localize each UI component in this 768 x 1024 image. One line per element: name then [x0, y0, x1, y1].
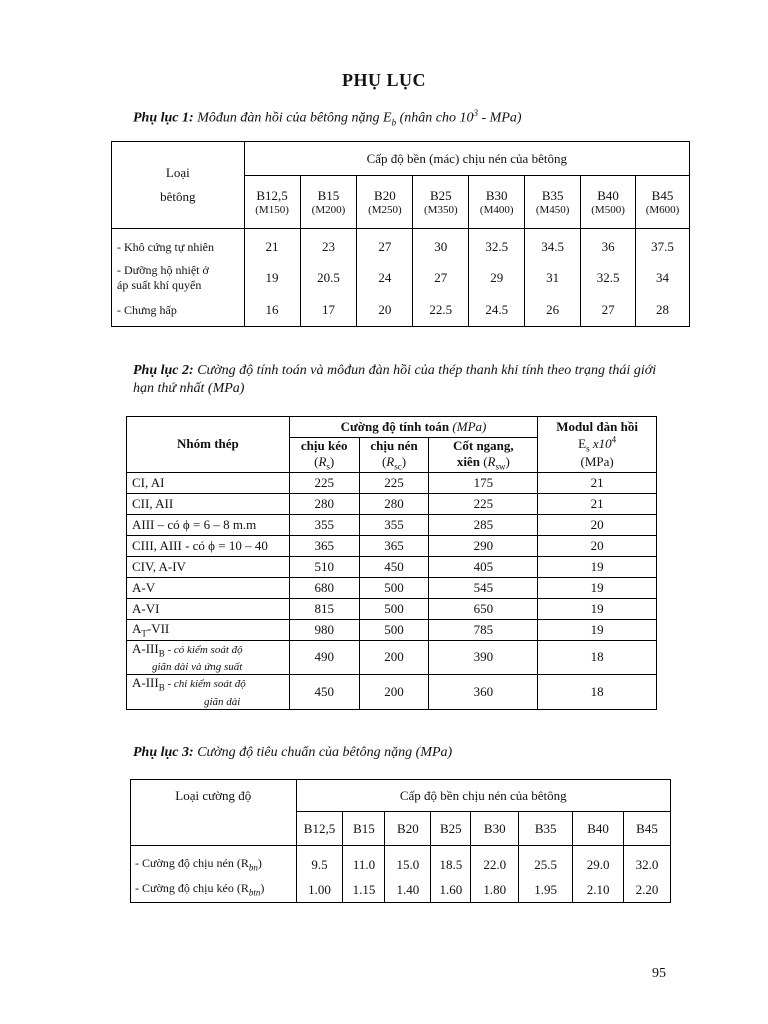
table-cell: 355 — [359, 514, 429, 535]
steel-group: CII, AII — [127, 493, 290, 514]
modulus-symbol-e: E — [578, 436, 587, 452]
table-cell: 18.5 — [431, 846, 471, 878]
table-cell: 1.95 — [519, 877, 573, 903]
table-cell: 34 — [636, 262, 690, 294]
cross-bar-label-line1: Cốt ngang, — [452, 438, 514, 453]
appendix3-caption — [133, 744, 673, 762]
table-cell: 510 — [289, 556, 359, 577]
table-cell: 21 — [244, 229, 300, 263]
design-strength-unit: (MPa) — [449, 419, 487, 434]
modulus-header-unit: (MPa) — [580, 453, 614, 469]
concrete-type-line2: áp suất khí quyển — [117, 278, 202, 292]
grade-header: B15 — [343, 812, 385, 846]
grade-header: B30 — [471, 812, 519, 846]
table-cell: 2.10 — [573, 877, 624, 903]
steel-note: - chỉ kiểm soát độ — [164, 678, 246, 691]
strength-type-text: - Cường độ chịu kéo (R — [135, 881, 249, 896]
grade-header: B20 — [357, 176, 413, 205]
table-cell: 31 — [525, 262, 581, 294]
table-row — [127, 675, 657, 710]
appendix1-corner — [112, 142, 245, 229]
table-cell: 23 — [300, 229, 357, 263]
design-strength-title: Cường độ tính toán — [340, 419, 450, 434]
concrete-type — [112, 262, 245, 294]
table-cell: 34.5 — [525, 229, 581, 263]
table-cell: 815 — [289, 598, 359, 619]
mark-header: (M250) — [357, 204, 413, 229]
mark-header: (M600) — [636, 204, 690, 229]
steel-group-header: Nhóm thép — [127, 417, 290, 473]
table-cell: 27 — [357, 229, 413, 263]
table-cell: 1.00 — [296, 877, 343, 903]
steel-group — [127, 640, 290, 675]
mark-header: (M450) — [525, 204, 581, 229]
table-row — [127, 640, 657, 675]
mark-header: (M200) — [300, 204, 357, 229]
strength-type — [131, 877, 297, 903]
mark-header: (M350) — [413, 204, 469, 229]
table-row — [127, 493, 657, 514]
table-row — [112, 262, 690, 294]
table-cell: 19 — [538, 598, 657, 619]
table-cell: 360 — [429, 675, 538, 710]
grade-header: B40 — [581, 176, 636, 205]
concrete-type: - Chưng hấp — [112, 294, 245, 327]
table-cell: 365 — [289, 535, 359, 556]
table-cell: 500 — [359, 577, 429, 598]
steel-note-line2: giãn dài — [204, 695, 241, 708]
appendix1-caption-sup: 3 — [473, 108, 478, 118]
steel-note: - có kiểm soát độ — [164, 643, 243, 656]
table-row — [127, 514, 657, 535]
steel-sub: T — [141, 628, 147, 639]
appendix2-caption-text: Cường độ tính toán và môđun đàn hồi của thép thanh khi tính theo trạng thái giới hạn thứ nhất (MPa) — [133, 363, 657, 396]
table-cell: 19 — [538, 556, 657, 577]
grade-header: B45 — [636, 176, 690, 205]
table-cell: 27 — [581, 294, 636, 327]
table-cell: 1.40 — [385, 877, 431, 903]
cross-bar-label-line2: xiên — [456, 454, 480, 469]
concrete-type-line1: - Dưỡng hộ nhiệt ở — [117, 263, 209, 277]
appendix1-table — [111, 141, 690, 327]
cross-bar-header: Cốt ngang, xiên $(R_{sw})$ — [429, 438, 538, 473]
table-cell: 28 — [636, 294, 690, 327]
grade-header: B35 — [519, 812, 573, 846]
table-cell: 27 — [413, 262, 469, 294]
table-cell: 15.0 — [385, 846, 431, 878]
modulus-header — [538, 417, 657, 473]
appendix2-caption — [133, 362, 673, 398]
table-cell: 37.5 — [636, 229, 690, 263]
strength-type-sub: bn — [248, 862, 258, 873]
table-cell: 16 — [244, 294, 300, 327]
table-cell: 30 — [413, 229, 469, 263]
strength-type-sub: btn — [248, 887, 261, 898]
grade-header: B30 — [469, 176, 525, 205]
table-cell: 18 — [538, 640, 657, 675]
table-cell: 2.20 — [624, 877, 671, 903]
table-cell: 32.5 — [581, 262, 636, 294]
appendix1-group-header: Cấp độ bền (mác) chịu nén của bêtông — [244, 142, 689, 176]
mark-header: (M150) — [244, 204, 300, 229]
page-number: 95 — [652, 966, 666, 981]
table-cell: 200 — [359, 675, 429, 710]
table-row — [127, 472, 657, 493]
table-row — [127, 535, 657, 556]
steel-name: A-III — [132, 675, 159, 691]
table-cell: 290 — [429, 535, 538, 556]
grade-header: B12,5 — [296, 812, 343, 846]
table-cell: 490 — [289, 640, 359, 675]
appendix2-label: Phụ lục 2: — [133, 363, 194, 378]
table-cell: 24 — [357, 262, 413, 294]
table-row — [127, 619, 657, 640]
compression-label: chịu nén — [370, 438, 418, 453]
appendix3-caption-text: Cường độ tiêu chuẩn của bêtông nặng (MPa) — [193, 745, 453, 760]
table-cell: 500 — [359, 619, 429, 640]
grade-header: B35 — [525, 176, 581, 205]
appendix3-corner: Loại cường độ — [131, 780, 297, 846]
table-cell: 545 — [429, 577, 538, 598]
table-cell: 17 — [300, 294, 357, 327]
appendix1-label: Phụ lục 1: — [133, 110, 194, 126]
table-row — [127, 577, 657, 598]
table-cell: 225 — [289, 472, 359, 493]
table-row — [112, 229, 690, 263]
table-cell: 280 — [289, 493, 359, 514]
grade-header: B45 — [624, 812, 671, 846]
grade-header: B20 — [385, 812, 431, 846]
modulus-header-title: Modul đàn hồi — [556, 418, 638, 434]
table-cell: 680 — [289, 577, 359, 598]
table-cell: 29.0 — [573, 846, 624, 878]
table-cell: 36 — [581, 229, 636, 263]
mark-header: (M400) — [469, 204, 525, 229]
appendix3-group-header: Cấp độ bền chịu nén của bêtông — [296, 780, 670, 812]
table-cell: 500 — [359, 598, 429, 619]
grade-header: B40 — [573, 812, 624, 846]
page-title: PHỤ LỤC — [342, 70, 426, 90]
table-cell: 25.5 — [519, 846, 573, 878]
table-row — [131, 877, 671, 903]
table-cell: 20.5 — [300, 262, 357, 294]
table-cell: 19 — [538, 619, 657, 640]
steel-group — [127, 619, 290, 640]
table-row — [112, 294, 690, 327]
steel-group: CI, AI — [127, 472, 290, 493]
cross-bar-symbol: sw — [495, 461, 506, 472]
tension-label: chịu kéo — [300, 438, 348, 453]
table-cell: 18 — [538, 675, 657, 710]
table-cell: 20 — [357, 294, 413, 327]
table-cell: 22.5 — [413, 294, 469, 327]
table-cell: 1.60 — [431, 877, 471, 903]
concrete-type: - Khô cứng tự nhiên — [112, 229, 245, 263]
appendix1-caption-text: Môđun đàn hồi của bêtông nặng E — [193, 110, 392, 126]
strength-type-close: ) — [257, 856, 262, 871]
table-cell: 785 — [429, 619, 538, 640]
appendix1-corner-line1: Loại — [165, 165, 190, 180]
steel-group — [127, 675, 290, 710]
appendix3-table — [130, 779, 671, 903]
table-cell: 19 — [244, 262, 300, 294]
modulus-symbol-sup: 4 — [611, 434, 617, 445]
tension-symbol: s — [326, 461, 330, 472]
steel-name: A-III — [132, 640, 159, 656]
grade-header: B15 — [300, 176, 357, 205]
table-row — [127, 598, 657, 619]
steel-note-line2: giãn dài và ứng suất — [152, 661, 243, 674]
table-cell: 200 — [359, 640, 429, 675]
table-cell: 21 — [538, 472, 657, 493]
table-cell: 280 — [359, 493, 429, 514]
steel-group: AIII – có ϕ = 6 – 8 m.m — [127, 514, 290, 535]
table-cell: 390 — [429, 640, 538, 675]
table-cell: 32.5 — [469, 229, 525, 263]
table-cell: 11.0 — [343, 846, 385, 878]
table-cell: 1.80 — [471, 877, 519, 903]
grade-header: B12,5 — [244, 176, 300, 205]
appendix3-label: Phụ lục 3: — [133, 745, 194, 760]
table-cell: 29 — [469, 262, 525, 294]
table-cell: 175 — [429, 472, 538, 493]
table-cell: 21 — [538, 493, 657, 514]
table-cell: 19 — [538, 577, 657, 598]
table-cell: 26 — [525, 294, 581, 327]
table-cell: 285 — [429, 514, 538, 535]
appendix2-table — [126, 416, 657, 710]
appendix1-caption — [133, 104, 673, 131]
table-cell: 355 — [289, 514, 359, 535]
table-cell: 450 — [289, 675, 359, 710]
strength-type — [131, 846, 297, 878]
appendix1-caption-sub: b — [391, 117, 397, 128]
table-cell: 225 — [429, 493, 538, 514]
steel-group: CIV, A-IV — [127, 556, 290, 577]
table-cell: 450 — [359, 556, 429, 577]
grade-header: B25 — [413, 176, 469, 205]
table-cell: 365 — [359, 535, 429, 556]
strength-type-text: - Cường độ chịu nén (R — [135, 856, 249, 871]
table-cell: 9.5 — [296, 846, 343, 878]
table-cell: 225 — [359, 472, 429, 493]
table-cell: 32.0 — [624, 846, 671, 878]
steel-suffix: -VII — [146, 620, 170, 636]
mark-header: (M500) — [581, 204, 636, 229]
table-cell: 650 — [429, 598, 538, 619]
table-cell: 22.0 — [471, 846, 519, 878]
modulus-symbol-x10: x10 — [589, 436, 612, 452]
design-strength-header — [289, 417, 537, 438]
appendix1-corner-line2: bêtông — [160, 189, 196, 204]
steel-sub: B — [158, 682, 165, 693]
appendix1-caption-post: - MPa) — [478, 110, 522, 126]
tension-header: chịu kéo $(R_s)$ — [289, 438, 359, 473]
steel-group: CIII, AIII - có ϕ = 10 – 40 — [127, 535, 290, 556]
table-cell: 405 — [429, 556, 538, 577]
table-row — [127, 556, 657, 577]
modulus-symbol-sub: s — [586, 443, 590, 454]
modulus-header-symbol — [578, 434, 617, 454]
steel-group: A-VI — [127, 598, 290, 619]
table-cell: 20 — [538, 535, 657, 556]
strength-type-close: ) — [260, 881, 265, 896]
table-cell: 24.5 — [469, 294, 525, 327]
steel-name: A — [132, 620, 142, 636]
compression-symbol: sc — [394, 461, 402, 472]
steel-group: A-V — [127, 577, 290, 598]
appendix1-caption-mid: (nhân cho 10 — [396, 110, 474, 126]
steel-sub: B — [158, 648, 165, 659]
table-row — [131, 846, 671, 878]
grade-header: B25 — [431, 812, 471, 846]
table-cell: 1.15 — [343, 877, 385, 903]
table-cell: 20 — [538, 514, 657, 535]
compression-header: chịu nén $(R_{sc})$ — [359, 438, 429, 473]
table-cell: 980 — [289, 619, 359, 640]
